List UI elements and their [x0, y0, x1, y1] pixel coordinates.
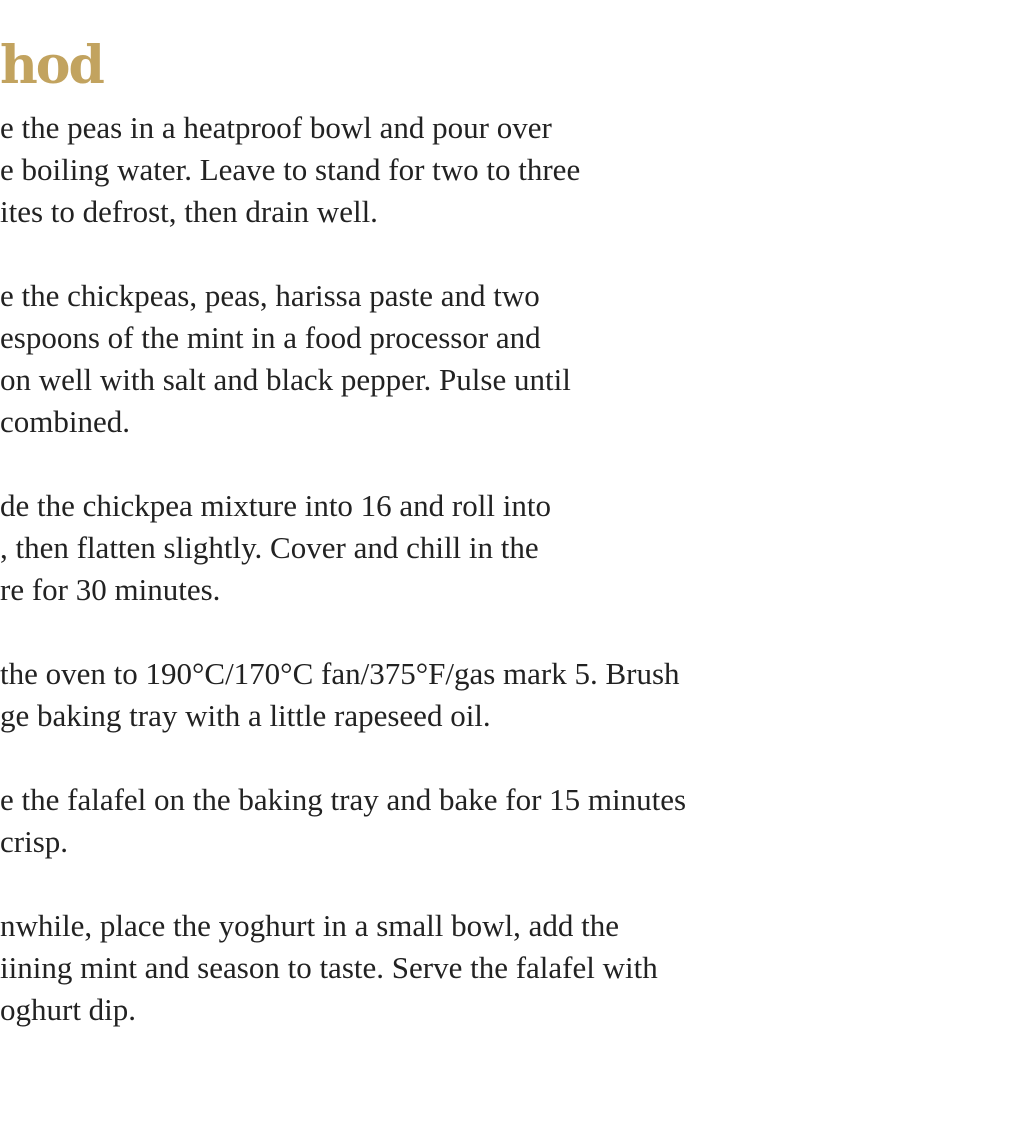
method-step	[0, 275, 571, 443]
step-text-line: combined.	[0, 404, 130, 439]
step-text-line: espoons of the mint in a food processor and	[0, 320, 541, 355]
step-text-line: e the falafel on the baking tray and bake for 15 minutes	[0, 782, 687, 817]
step-text-line: nwhile, place the yoghurt in a small bowl, add the	[0, 908, 619, 943]
step-text-line: re for 30 minutes.	[0, 572, 221, 607]
step-text-line: iining mint and season to taste. Serve the falafel with	[0, 950, 658, 985]
method-step	[0, 485, 551, 611]
step-text-line: e boiling water. Leave to stand for two to three	[0, 152, 581, 187]
method-step	[0, 905, 658, 1031]
method-step	[0, 107, 580, 233]
step-text-line: ites to defrost, then drain well.	[0, 194, 378, 229]
step-text-line: e the chickpeas, peas, harissa paste and two	[0, 278, 540, 313]
method-step	[0, 653, 680, 737]
method-step	[0, 779, 686, 863]
step-text-line: ge baking tray with a little rapeseed oil.	[0, 698, 491, 733]
step-text-line: de the chickpea mixture into 16 and roll into	[0, 488, 551, 523]
step-text-line: on well with salt and black pepper. Pulse until	[0, 362, 571, 397]
step-text-line: , then flatten slightly. Cover and chill in the	[0, 530, 539, 565]
step-text-line: e the peas in a heatproof bowl and pour over	[0, 110, 552, 145]
method-heading: hod	[0, 35, 103, 96]
step-text-line: the oven to 190°C/170°C fan/375°F/gas mark 5. Brush	[0, 656, 680, 691]
step-text-line: crisp.	[0, 824, 69, 859]
step-text-line: oghurt dip.	[0, 992, 137, 1027]
